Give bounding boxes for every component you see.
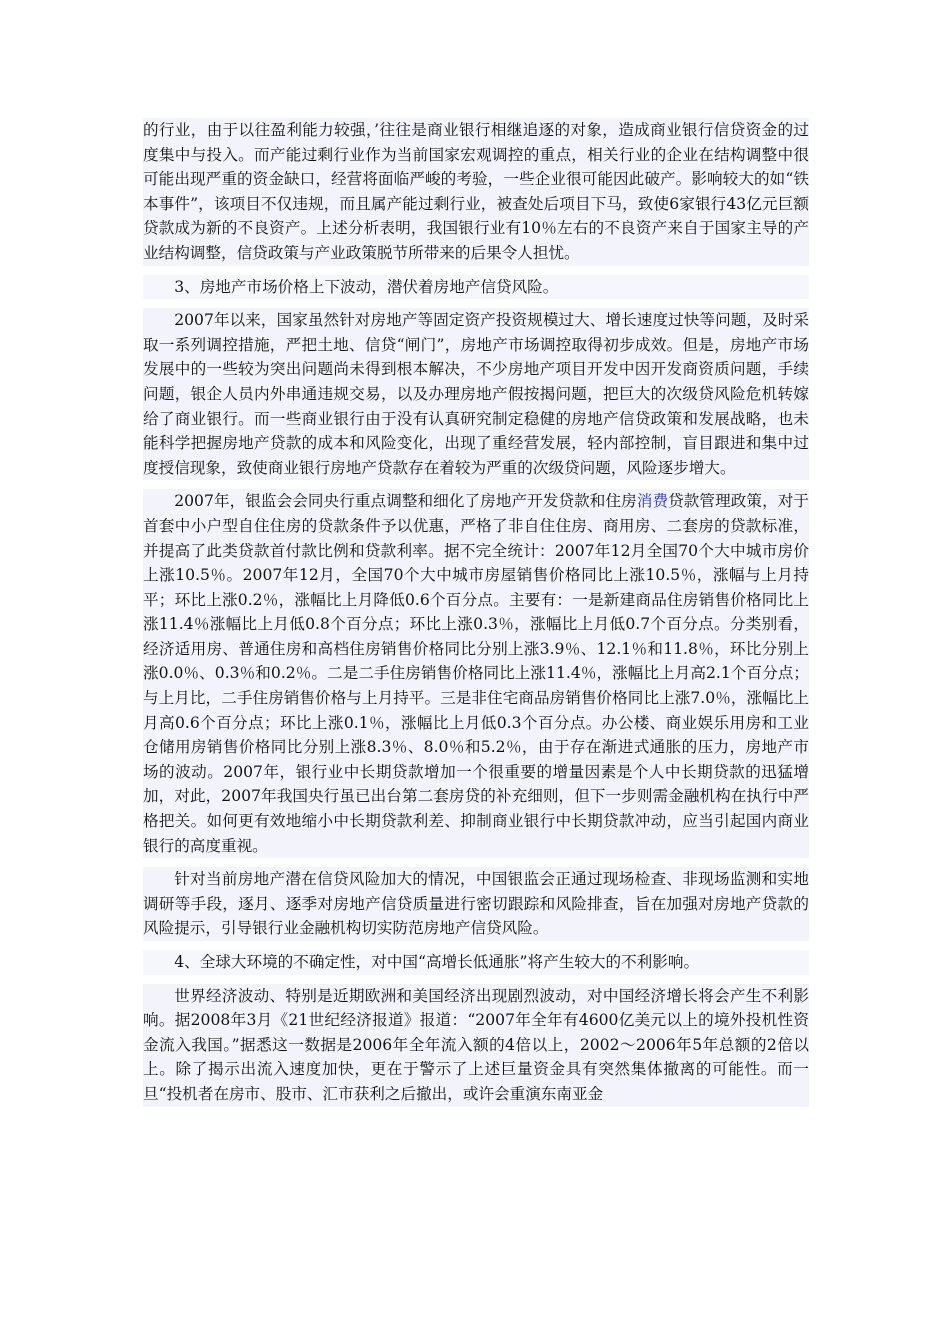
consumption-link[interactable]: 消费 bbox=[636, 492, 669, 511]
paragraph-industry-risk: 的行业，由于以往盈利能力较强，’往往是商业银行相继追逐的对象，造成商业银行信贷资金的过度集中与投入。而产能过剩行业作为当前国家宏观调控的重点，相关行业的企业在结构调整中很可能出现严重的资金缺口，经营将面临严峻的考验，一些企业很可能因此破产。影响较大的如“铁本事件”，该项目不仅违规，而且属产能过剩行业，被查处后项目下马，致使6家银行43亿元巨额贷款成为新的不良资产。上述分析表明，我国银行业有10％左右的不良资产来自于国家主导的产业结构调整，信贷政策与产业政策脱节所带来的后果令人担忧。 bbox=[143, 118, 809, 266]
paragraph-global-environment: 世界经济波动、特别是近期欧洲和美国经济出现剧烈波动，对中国经济增长将会产生不利影响。据2008年3月《21世纪经济报道》报道：“2007年全年有4600亿美元以上的境外投机性资金流入我国。”据悉这一数据是2006年全年流入额的4倍以上，2002～2006年5年总额的2倍以上。除了揭示出流入速度加快，更在于警示了上述巨量资金具有突然集体撤离的可能性。而一旦“投机者在房市、股市、汇市获利之后撤出，或许会重演东南亚金 bbox=[143, 984, 809, 1107]
paragraph-regulator-response: 针对当前房地产潜在信贷风险加大的情况，中国银监会正通过现场检查、非现场监测和实地调研等手段，逐月、逐季对房地产信贷质量进行密切跟踪和风险排查，旨在加强对房地产贷款的风险提示，引导银行业金融机构切实防范房地产信贷风险。 bbox=[143, 867, 809, 941]
paragraph-text: 2007年，银监会会同央行重点调整和细化了房地产开发贷款和住房 bbox=[174, 492, 637, 511]
paragraph-2007-policy bbox=[143, 489, 809, 858]
paragraph-text: 贷款管理政策，对于首套中小户型自住住房的贷款条件予以优惠，严格了非自住住房、商用房、二套房的贷款标准，并提高了此类贷款首付款比例和贷款利率。据不完全统计：2007年12月全国70个大中城市房价上涨10.5％。2007年12月，全国70个大中城市房屋销售价格同比上涨10.5％，涨幅与上月持平；环比上涨0.2％，涨幅比上月降低0.6个百分点。主要有：一是新建商品住房销售价格同比上涨11.4％涨幅比上月低0.8个百分点；环比上涨0.3％，涨幅比上月低0.7个百分点。分类别看，经济适用房、普通住房和高档住房销售价格同比分别上涨3.9％、12.1％和11.8％，环比分别上涨0.0％、0.3％和0.2％。二是二手住房销售价格同比上涨11.4％，涨幅比上月高2.1个百分点；与上月比，二手住房销售价格与上月持平。三是非住宅商品房销售价格同比上涨7.0％，涨幅比上月高0.6个百分点；环比上涨0.1％，涨幅比上月低0.3个百分点。办公楼、商业娱乐用房和工业仓储用房销售价格同比分别上涨8.3％、8.0％和5.2％，由于存在渐进式通胀的压力，房地产市场的波动。2007年，银行业中长期贷款增加一个很重要的增量因素是个人中长期贷款的迅猛增加，对此，2007年我国央行虽已出台第二套房贷的补充细则，但下一步则需金融机构在执行中严格把关。如何更有效地缩小中长期贷款利差、抑制商业银行中长期贷款冲动，应当引起国内商业银行的高度重视。 bbox=[143, 492, 809, 855]
section-heading-4: 4、全球大环境的不确定性，对中国“高增长低通胀”将产生较大的不利影响。 bbox=[143, 950, 809, 975]
document-body bbox=[143, 118, 809, 1116]
paragraph-real-estate-risk: 2007年以来，国家虽然针对房地产等固定资产投资规模过大、增长速度过快等问题，及时采取一系列调控措施，严把土地、信贷“闸门”，房地产市场调控取得初步成效。但是，房地产市场发展中的一些较为突出问题尚未得到根本解决，不少房地产项目开发中因开发商资质问题，手续问题，银企人员内外串通违规交易，以及办理房地产假按揭问题，把巨大的次级贷风险危机转嫁给了商业银行。而一些商业银行由于没有认真研究制定稳健的房地产信贷政策和发展战略，也未能科学把握房地产贷款的成本和风险变化，出现了重经营发展，轻内部控制，盲目跟进和集中过度授信现象，致使商业银行房地产贷款存在着较为严重的次级贷问题，风险逐步增大。 bbox=[143, 308, 809, 480]
section-heading-3: 3、房地产市场价格上下波动，潜伏着房地产信贷风险。 bbox=[143, 275, 809, 300]
